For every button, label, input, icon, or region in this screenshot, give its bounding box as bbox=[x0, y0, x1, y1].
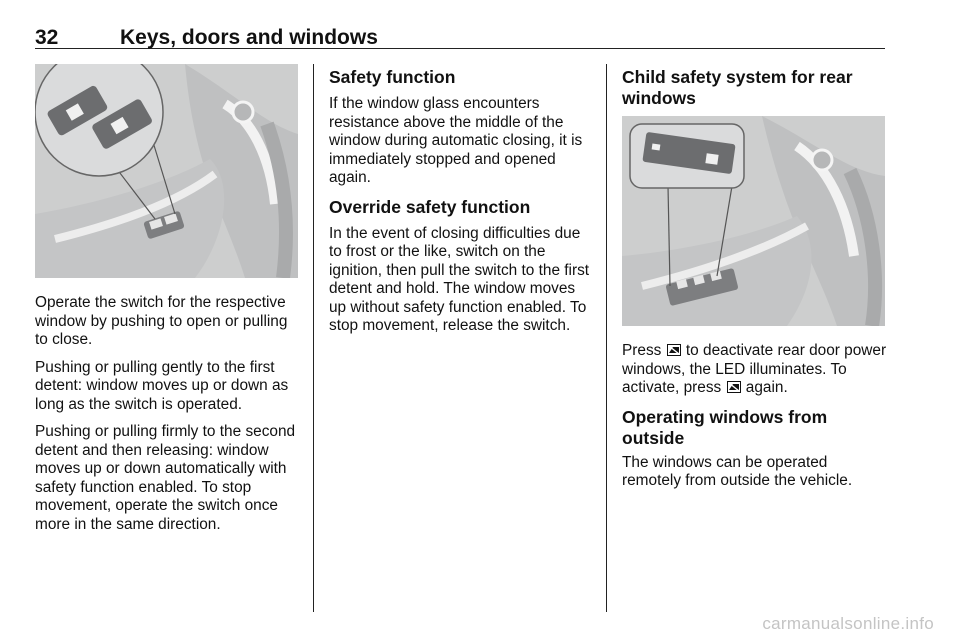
text-segment: Press bbox=[622, 342, 662, 359]
window-switch-closeup-illustration bbox=[35, 64, 298, 278]
paragraph: If the window glass encounters resistance above the middle of the window during automatic closing, it is immediately stopped and opened again. bbox=[329, 95, 583, 186]
window-switch-figure bbox=[35, 64, 298, 278]
paragraph: Pushing or pulling gently to the first detent: window moves up or down as long as the switch is operated. bbox=[35, 358, 289, 413]
paragraph: The windows can be operated remotely from outside the vehicle. bbox=[622, 453, 853, 489]
section-title: Keys, doors and windows bbox=[120, 26, 378, 49]
column-3-text bbox=[622, 342, 888, 500]
paragraph bbox=[622, 342, 888, 398]
child-lock-icon bbox=[727, 381, 741, 393]
paragraph: Operate the switch for the respective window by pushing to open or pulling to close. bbox=[35, 294, 288, 348]
page-number: 32 bbox=[35, 26, 59, 49]
child-lock-figure bbox=[622, 116, 885, 326]
heading-safety-function: Safety function bbox=[329, 67, 456, 87]
text-segment: to deactivate rear door power windows, the LED illuminates. To activate, press bbox=[622, 342, 887, 396]
column-divider bbox=[606, 64, 607, 612]
paragraph: Pushing or pulling firmly to the second detent and then releasing: window moves up or down automatically with safety function enabled. To stop movement, operate the switch once more in the same direction. bbox=[35, 423, 296, 533]
heading-operating-windows-outside: Operating windows from outside bbox=[622, 406, 828, 448]
page-header bbox=[35, 18, 885, 49]
heading-child-safety-system: Child safety system for rear windows bbox=[622, 67, 853, 108]
child-lock-icon bbox=[667, 344, 681, 356]
text-segment: again. bbox=[745, 379, 788, 396]
column-3-heading bbox=[622, 67, 888, 116]
heading-override-safety-function: Override safety function bbox=[329, 196, 531, 217]
column-2-text bbox=[329, 67, 595, 345]
paragraph: In the event of closing difficulties due to frost or the like, switch on the ignition, then pull the switch to the first detent and hold. The window moves up without safety function enabled. To stop movement, release the switch. bbox=[329, 224, 590, 334]
column-divider bbox=[313, 64, 314, 612]
watermark: carmanualsonline.info bbox=[762, 614, 934, 633]
column-1-text bbox=[35, 294, 301, 543]
child-lock-switch-illustration bbox=[622, 116, 885, 326]
